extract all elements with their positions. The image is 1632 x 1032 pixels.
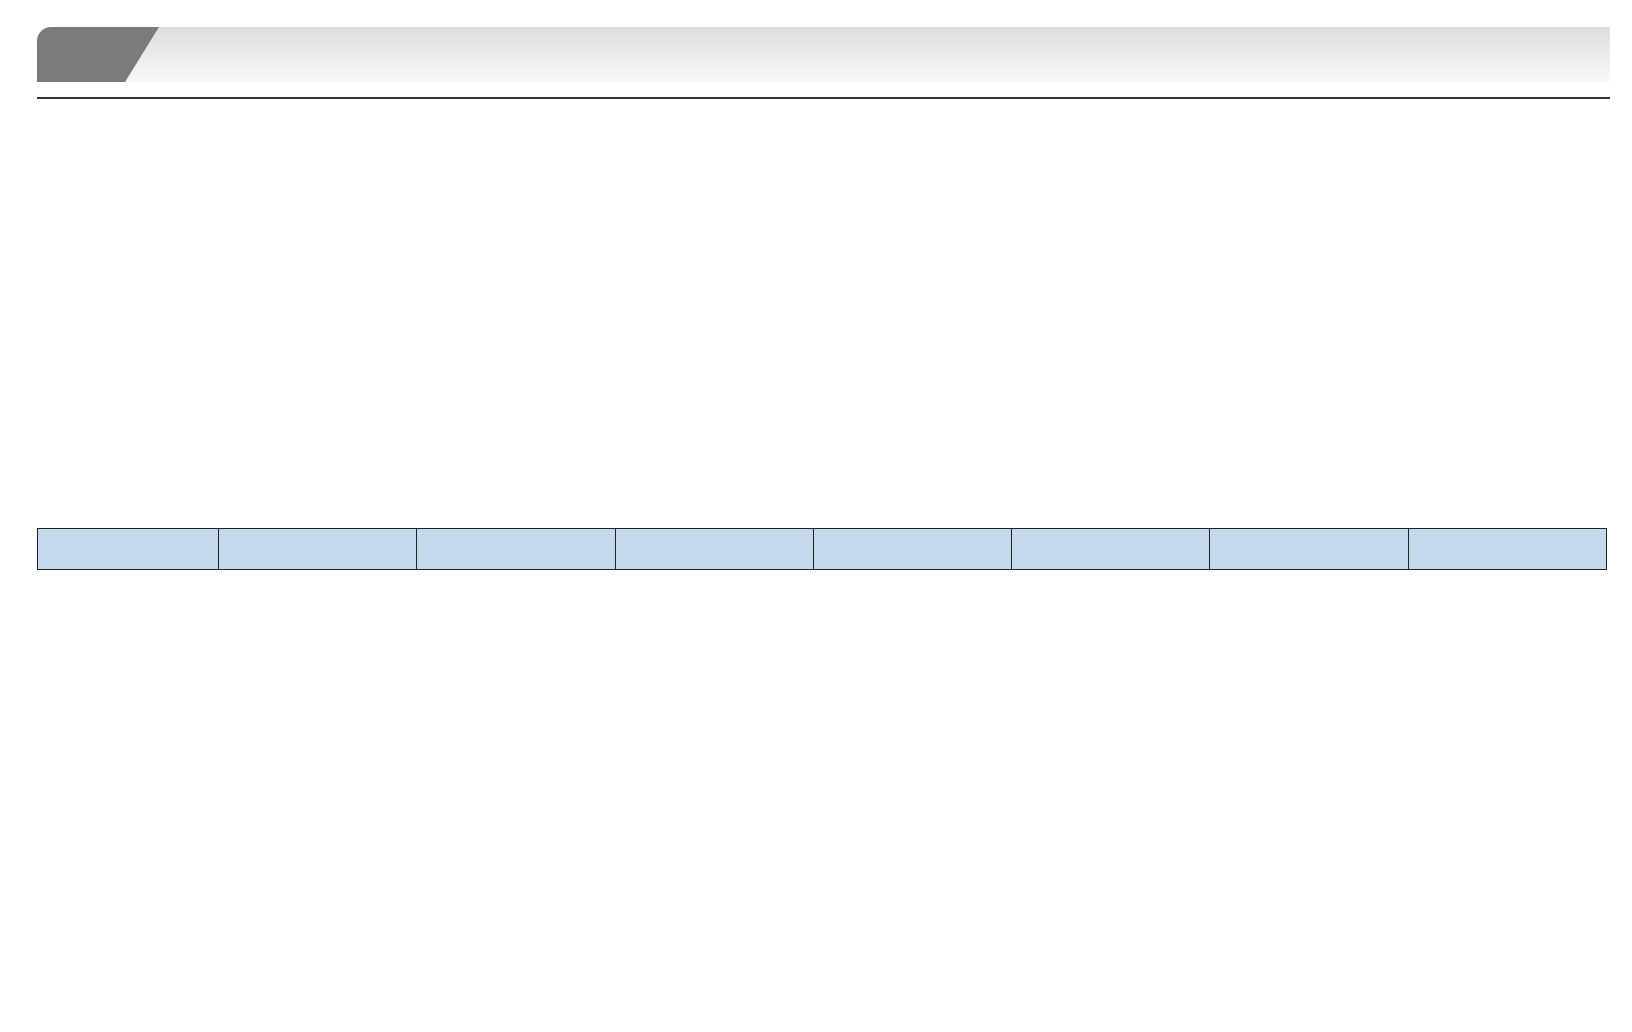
title-divider	[37, 97, 1610, 99]
section-number	[37, 27, 125, 82]
header-category	[38, 529, 219, 570]
table-header-row	[38, 529, 1607, 570]
title-bar	[37, 27, 1610, 82]
group-schedule-table	[37, 528, 1607, 570]
header-group-f	[1210, 529, 1408, 570]
header-group-a	[219, 529, 417, 570]
header-group-b	[417, 529, 615, 570]
header-group-g	[1408, 529, 1606, 570]
header-group-d	[813, 529, 1011, 570]
header-group-c	[615, 529, 813, 570]
header-group-e	[1012, 529, 1210, 570]
